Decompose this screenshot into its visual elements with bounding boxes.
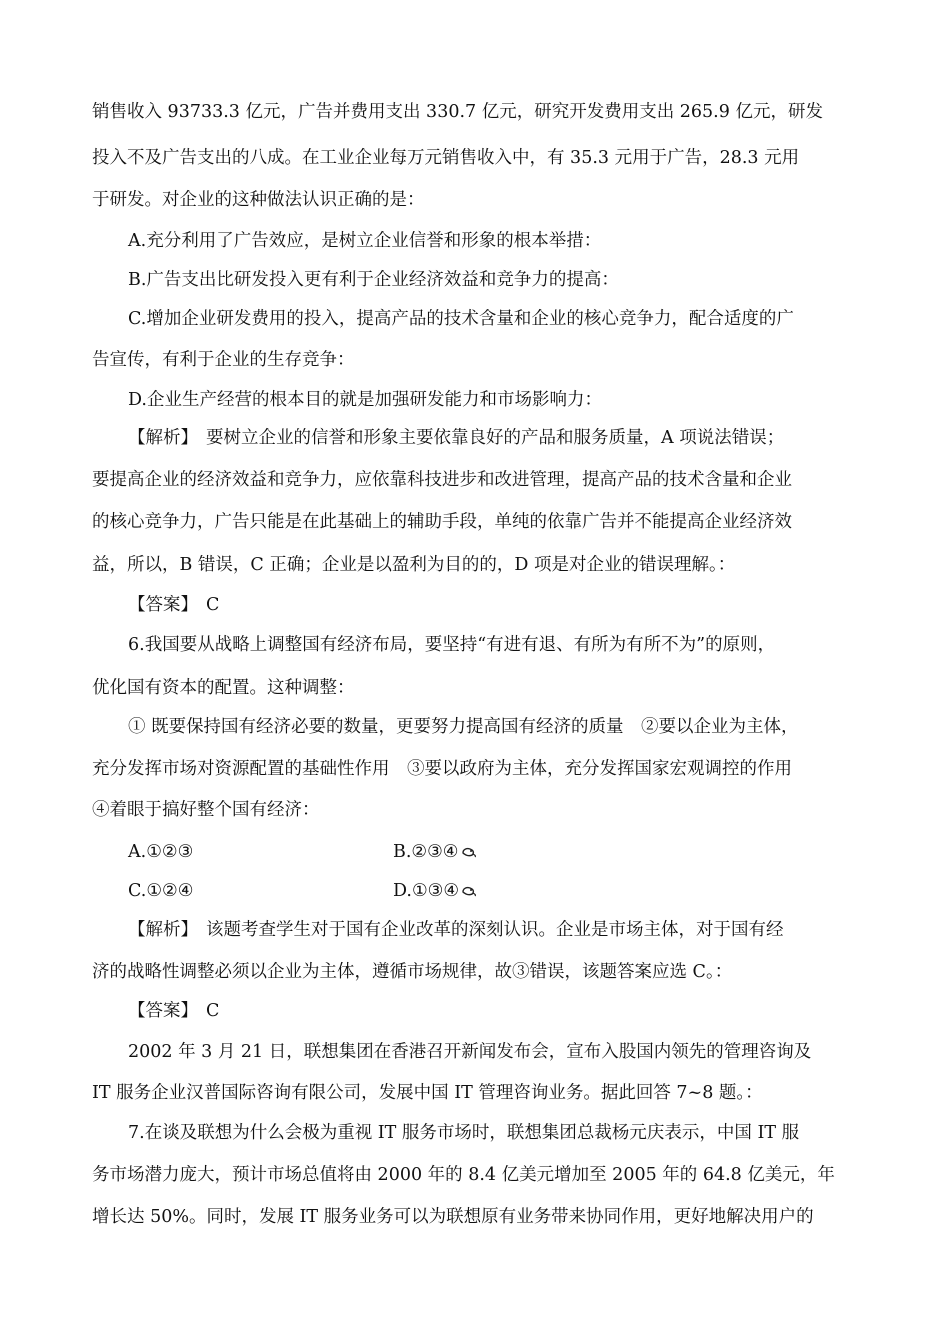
- q5-stem-line: 投入不及广告支出的八成。在工业企业每万元销售收入中，有 35.3 元用于广告，28.3 元用: [92, 148, 800, 168]
- analysis-text: 该题考查学生对于国有企业改革的深刻认识。企业是市场主体，对于国有经: [206, 920, 784, 940]
- q6-options-row-1: [128, 840, 928, 864]
- q6-item-line: 充分发挥市场对资源配置的基础性作用 ③要以政府为主体，充分发挥国家宏观调控的作用: [92, 759, 792, 779]
- answer-tag: 【答案】: [128, 1001, 198, 1021]
- q6-option-a: A.①②③: [128, 842, 194, 862]
- q6-options-row-2: [128, 879, 928, 903]
- q5-analysis-line: 益，所以，B 错误，C 正确；企业是以盈利为目的的，D 项是对企业的错误理解。：: [92, 555, 736, 575]
- q6-option-d: D.①③④: [393, 881, 460, 901]
- mouse-icon: [461, 884, 477, 898]
- answer-value: C: [206, 595, 220, 615]
- q6-item-line: ④着眼于搞好整个国有经济：: [92, 800, 320, 820]
- analysis-text: 要树立企业的信誉和形象主要依靠良好的产品和服务质量，A 项说法错误；: [206, 428, 785, 448]
- q5-analysis-line: [128, 426, 784, 450]
- q6-stem-line: 6.我国要从战略上调整国有经济布局，要坚持“有进有退、有所为有所不为”的原则，: [128, 635, 776, 655]
- q5-option-c-cont: 告宣传，有利于企业的生存竞争：: [92, 350, 355, 370]
- analysis-tag: 【解析】: [128, 920, 198, 940]
- q5-option-b: B.广告支出比研发投入更有利于企业经济效益和竞争力的提高：: [128, 270, 619, 290]
- q6-option-b: B.②③④: [393, 842, 459, 862]
- q5-analysis-line: 要提高企业的经济效益和竞争力，应依靠科技进步和改进管理，提高产品的技术含量和企业: [92, 470, 792, 490]
- q6-item-line: ① 既要保持国有经济必要的数量，更要努力提高国有经济的质量 ②要以企业为主体，: [128, 717, 799, 737]
- q6-analysis-line: [128, 918, 784, 942]
- q6-option-d-wrap: [393, 879, 477, 903]
- q6-analysis-line: 济的战略性调整必须以企业为主体，遵循市场规律，故③错误，该题答案应选 C。：: [92, 962, 733, 982]
- answer-value: C: [206, 1001, 220, 1021]
- q6-option-b-wrap: [393, 840, 477, 864]
- intro-line: IT 服务企业汉普国际咨询有限公司，发展中国 IT 管理咨询业务。据此回答 7~8 题。：: [92, 1083, 763, 1103]
- q6-answer-line: [128, 999, 219, 1023]
- q6-option-c: C.①②④: [128, 881, 194, 901]
- q6-stem-line: 优化国有资本的配置。这种调整：: [92, 678, 355, 698]
- q7-stem-line: 务市场潜力庞大，预计市场总值将由 2000 年的 8.4 亿美元增加至 2005 年的 64.8 亿美元，年: [92, 1165, 835, 1185]
- analysis-tag: 【解析】: [128, 428, 198, 448]
- q5-answer-line: [128, 593, 219, 617]
- q5-option-a: A.充分利用了广告效应，是树立企业信誉和形象的根本举措：: [128, 231, 602, 251]
- intro-line: 2002 年 3 月 21 日，联想集团在香港召开新闻发布会，宣布入股国内领先的管理咨询及: [128, 1042, 812, 1062]
- q5-analysis-line: 的核心竞争力，广告只能是在此基础上的辅助手段，单纯的依靠广告并不能提高企业经济效: [92, 512, 792, 532]
- q5-stem-line: 于研发。对企业的这种做法认识正确的是：: [92, 190, 425, 210]
- q7-stem-line: 7.在谈及联想为什么会极为重视 IT 服务市场时，联想集团总裁杨元庆表示，中国 IT 服: [128, 1123, 800, 1143]
- mouse-icon: [461, 845, 477, 859]
- q5-option-c: C.增加企业研发费用的投入，提高产品的技术含量和企业的核心竞争力，配合适度的广: [128, 309, 794, 329]
- q5-stem-line: 销售收入 93733.3 亿元，广告并费用支出 330.7 亿元，研究开发费用支出 265.9 亿元，研发: [92, 102, 823, 122]
- q7-stem-line: 增长达 50%。同时，发展 IT 服务业务可以为联想原有业务带来协同作用，更好地解决用户的: [92, 1207, 814, 1227]
- answer-tag: 【答案】: [128, 595, 198, 615]
- q5-option-d: D.企业生产经营的根本目的就是加强研发能力和市场影响力：: [128, 390, 602, 410]
